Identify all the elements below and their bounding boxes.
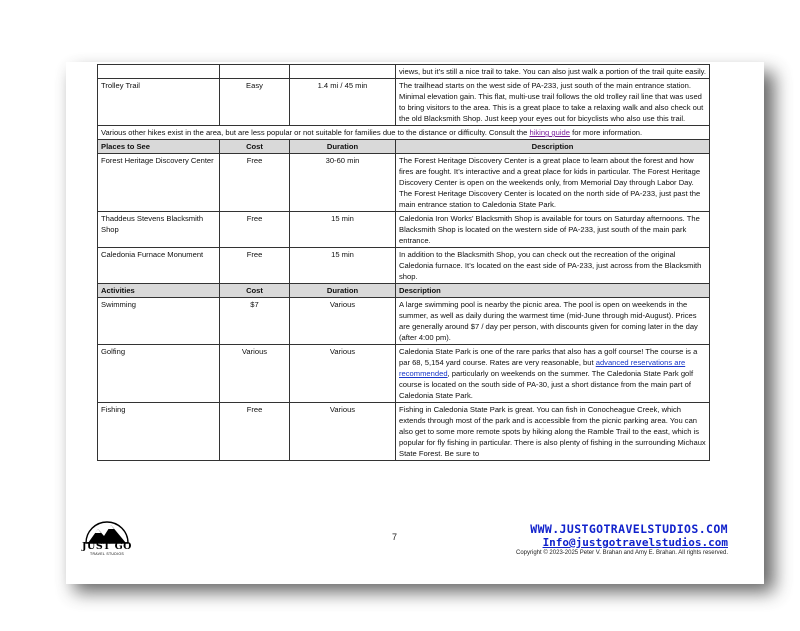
trail-name: Trolley Trail [98,79,220,126]
places-header-row [98,140,710,154]
trail-difficulty: Easy [220,79,290,126]
hikes-note-text: Various other hikes exist in the area, but are less popular or not suitable for families due to the distance or difficulty. Consult the [101,128,530,137]
table-row [98,126,710,140]
table-row [98,345,710,403]
activity-name: Fishing [98,403,220,461]
hiking-guide-link[interactable]: hiking guide [529,128,570,137]
place-name: Caledonia Furnace Monument [98,248,220,284]
golf-description-text-end: , particularly on weekends on the summer. The Caledonia State Park golf course is located on the south side of PA-30, just a short distance from the main part of Caledonia State Park. [399,369,694,400]
activity-cost: Various [220,345,290,403]
website-link[interactable]: WWW.JUSTGOTRAVELSTUDIOS.COM [530,522,728,536]
header-cost: Cost [220,140,290,154]
document-page [66,62,764,584]
header-places: Places to See [98,140,220,154]
header-activities: Activities [98,284,220,298]
table-row [98,154,710,212]
place-description: Caledonia Iron Works’ Blacksmith Shop is available for tours on Saturday afternoons. The Blacksmith Shop is located on the western side of PA-233, just south of the main park entrance. [396,212,710,248]
header-description: Description [396,284,710,298]
place-name: Forest Heritage Discovery Center [98,154,220,212]
table-cell [98,65,220,79]
activity-duration: Various [290,298,396,345]
header-duration: Duration [290,284,396,298]
activity-duration: Various [290,345,396,403]
page-number: 7 [392,532,398,542]
golf-reservations-link[interactable]: advanced reservations are recommended [399,358,686,378]
logo-text: JUST GO [82,541,132,552]
footer [516,523,728,558]
table-row [98,212,710,248]
place-cost: Free [220,154,290,212]
table-cell-description: views, but it’s still a nice trail to take. You can also just walk a portion of the trail quite easily. [396,65,710,79]
hikes-note [98,126,710,140]
activity-cost: Free [220,403,290,461]
activity-description: A large swimming pool is nearby the picnic area. The pool is open on weekends in the summer, as well as daily during the warmest time (mid-June through mid-August). Prices are generally around $7 / day per person, with discounts given for coming later in the day (after 4:00 pm). [396,298,710,345]
place-cost: Free [220,248,290,284]
email-link[interactable]: Info@justgotravelstudios.com [542,536,728,549]
table-row [98,65,710,79]
activity-name: Golfing [98,345,220,403]
place-cost: Free [220,212,290,248]
activity-name: Swimming [98,298,220,345]
header-cost: Cost [220,284,290,298]
table-row [98,79,710,126]
table-row [98,298,710,345]
activity-cost: $7 [220,298,290,345]
trail-description: The trailhead starts on the west side of PA-233, just south of the main entrance station. Minimal elevation gain. This flat, multi-use trail follows the old trolley rail line that was used to bring visitors to the area. This is a great place to take a relaxing walk and also check out the old Blacksmith Shop. Just keep your eyes out for bicyclists who also use this trail. [396,79,710,126]
activities-header-row [98,284,710,298]
place-duration: 30-60 min [290,154,396,212]
table-row [98,403,710,461]
place-duration: 15 min [290,248,396,284]
table-cell [290,65,396,79]
logo-subtext: TRAVEL STUDIOS [90,552,124,556]
place-duration: 15 min [290,212,396,248]
activity-description: Fishing in Caledonia State Park is great. You can fish in Conocheague Creek, which extends through most of the park and is accessible from the picnic parking area. You can also get to some more remote spots by hiking along the Ramble Trail to the east, which is popular for fly fishing in particular. There is also plenty of fishing in the surrounding Michaux State Forest. Be sure to [396,403,710,461]
hikes-note-text-end: for more information. [569,128,643,137]
place-description: The Forest Heritage Discovery Center is a great place to learn about the forest and how fires are fought. It’s interactive and a great place for kids in particular. The Forest Heritage Discovery Center is open on the weekends only, from Memorial Day through Labor Day. The Forest Heritage Discovery Center is located on the north side of PA-233, just past the main entrance station to Caledonia State Park. [396,154,710,212]
trail-distance: 1.4 mi / 45 min [290,79,396,126]
place-description: In addition to the Blacksmith Shop, you can check out the recreation of the original Caledonia furnace. It’s located on the east side of PA-233, just across from the Blacksmith shop. [396,248,710,284]
header-description: Description [396,140,710,154]
activity-description [396,345,710,403]
header-duration: Duration [290,140,396,154]
activities-table [97,64,710,461]
just-go-logo [80,517,134,559]
golf-description-text: Caledonia State Park is one of the rare parks that also has a golf course! The course is a par 68, 5,154 yard course. Rates are very reasonable, but [399,347,698,367]
place-name: Thaddeus Stevens Blacksmith Shop [98,212,220,248]
copyright-text: Copyright © 2023-2025 Peter V. Brahan and Amy E. Brahan. All rights reserved. [516,550,728,556]
table-row [98,248,710,284]
activity-duration: Various [290,403,396,461]
table-cell [220,65,290,79]
